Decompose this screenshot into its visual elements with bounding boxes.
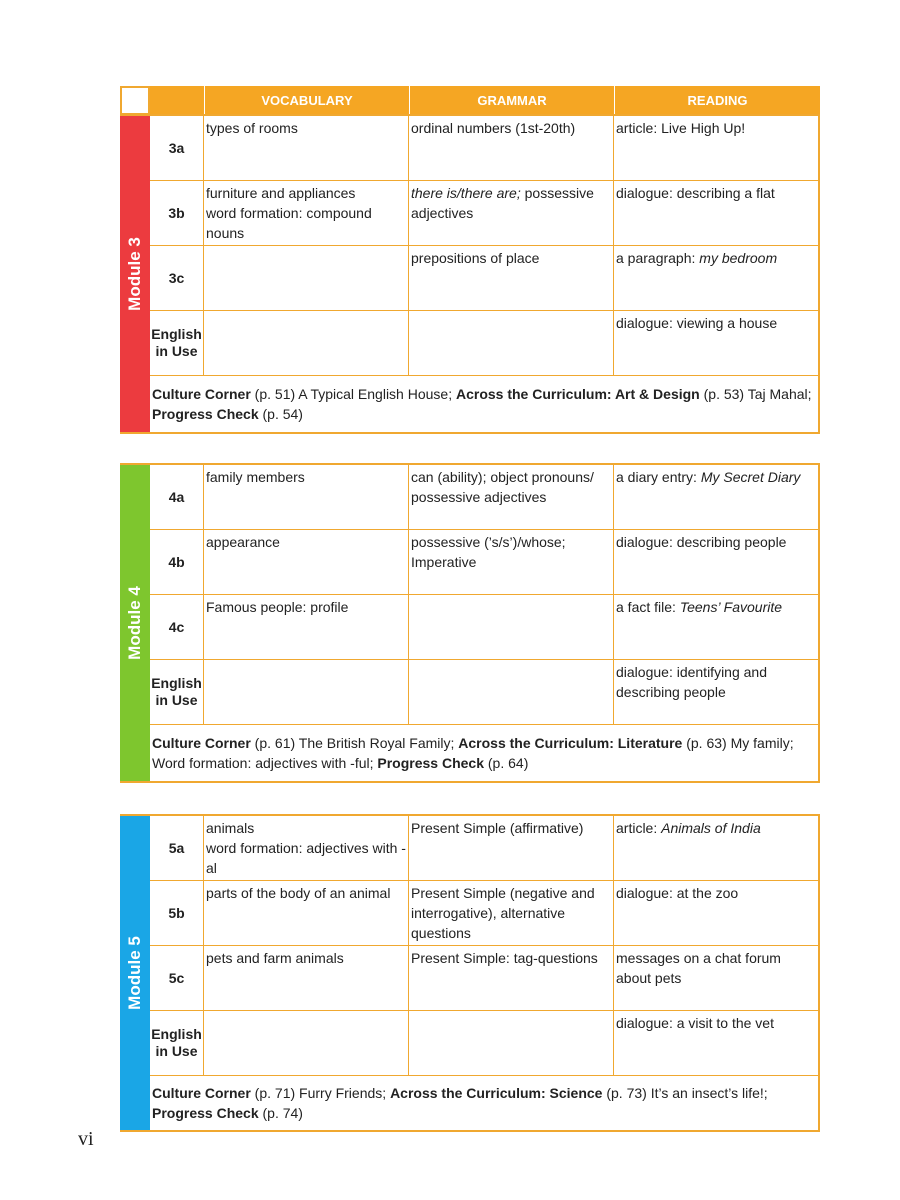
module-title: Module 4 — [125, 586, 144, 660]
module-title: Module 5 — [125, 936, 144, 1010]
grammar-cell: can (ability); object pronouns/ possessive adjectives — [409, 465, 614, 529]
table-row — [150, 465, 819, 530]
module-footer — [150, 1076, 819, 1130]
grammar-cell: Present Simple (affirmative) — [409, 816, 614, 880]
page-number: vi — [78, 1128, 94, 1150]
vocabulary-cell — [204, 246, 409, 310]
reading-cell: article: Animals of India — [616, 820, 761, 836]
table-row — [150, 946, 819, 1011]
vocabulary-cell: furniture and appliances word formation: compound nouns — [204, 181, 409, 245]
lesson-label: 3b — [150, 181, 204, 245]
module-content — [150, 116, 819, 432]
footer-text: Culture Corner (p. 71) Furry Friends; Across the Curriculum: Science (p. 73) It’s an insect’s life!; Progress Check (p. 74) — [152, 1085, 768, 1121]
module-5-table — [120, 814, 820, 1132]
vocabulary-cell: family members — [204, 465, 409, 529]
reading-cell: a fact file: Teens’ Favourite — [616, 599, 783, 615]
vocabulary-cell: parts of the body of an animal — [204, 881, 409, 945]
header-vocabulary: VOCABULARY — [204, 86, 409, 115]
header-lesson-cell — [150, 86, 204, 115]
header-grammar: GRAMMAR — [409, 86, 614, 115]
lesson-label: 5a — [150, 816, 204, 880]
lesson-label: 5c — [150, 946, 204, 1010]
grammar-cell: Present Simple (negative and interrogative), alternative questions — [409, 881, 614, 945]
lesson-label: 4c — [150, 595, 204, 659]
reading-cell: dialogue: describing a flat — [616, 185, 775, 201]
reading-cell: dialogue: describing people — [616, 534, 787, 550]
table-row — [150, 595, 819, 660]
grammar-cell — [409, 311, 614, 375]
module-sidebar — [120, 116, 150, 432]
module-footer — [150, 376, 819, 432]
module-footer — [150, 725, 819, 781]
module-title: Module 3 — [125, 237, 144, 311]
footer-text: Culture Corner (p. 61) The British Royal Family; Across the Curriculum: Literature (p. 63) My family; Word formation: adjectives with -ful; Progress Check (p. 64) — [152, 735, 794, 771]
vocabulary-cell — [204, 311, 409, 375]
vocabulary-cell — [204, 660, 409, 724]
module-sidebar — [120, 816, 150, 1130]
grammar-cell — [409, 660, 614, 724]
table-row — [150, 881, 819, 946]
footer-text: Culture Corner (p. 51) A Typical English House; Across the Curriculum: Art & Design (p. 53) Taj Mahal; Progress Check (p. 54) — [152, 386, 812, 422]
grammar-cell: possessive (’s/s’)/whose; Imperative — [409, 530, 614, 594]
lesson-label: English in Use — [150, 660, 204, 724]
module-sidebar — [120, 465, 150, 781]
reading-cell: article: Live High Up! — [616, 120, 746, 136]
table-row — [150, 116, 819, 181]
grammar-cell: there is/there are; possessive adjectives — [409, 181, 614, 245]
lesson-label: 5b — [150, 881, 204, 945]
lesson-label: 4a — [150, 465, 204, 529]
vocabulary-cell: types of rooms — [204, 116, 409, 180]
reading-cell: dialogue: viewing a house — [616, 315, 778, 331]
reading-cell: a diary entry: My Secret Diary — [616, 469, 801, 485]
grammar-cell: Present Simple: tag-questions — [409, 946, 614, 1010]
table-row — [150, 816, 819, 881]
lesson-label: 3a — [150, 116, 204, 180]
lesson-label: 4b — [150, 530, 204, 594]
module-4-table — [120, 463, 820, 783]
vocabulary-cell — [204, 1011, 409, 1075]
module-content — [150, 465, 819, 781]
vocabulary-cell: pets and farm animals — [204, 946, 409, 1010]
table-header — [120, 86, 820, 115]
header-reading: READING — [614, 86, 820, 115]
header-blank-cell — [120, 86, 150, 115]
vocabulary-cell: animals word formation: adjectives with -al — [204, 816, 409, 880]
reading-cell: dialogue: a visit to the vet — [616, 1015, 774, 1031]
table-row — [150, 1011, 819, 1076]
table-row — [150, 311, 819, 376]
lesson-label: English in Use — [150, 1011, 204, 1075]
module-content — [150, 816, 819, 1130]
reading-cell: a paragraph: my bedroom — [616, 250, 778, 266]
table-row — [150, 246, 819, 311]
table-row — [150, 660, 819, 725]
vocabulary-cell: appearance — [204, 530, 409, 594]
grammar-cell: ordinal numbers (1st-20th) — [409, 116, 614, 180]
table-row — [150, 181, 819, 246]
reading-cell: dialogue: at the zoo — [616, 885, 739, 901]
table-row — [150, 530, 819, 595]
grammar-cell: prepositions of place — [409, 246, 614, 310]
reading-cell: messages on a chat forum about pets — [616, 950, 781, 986]
grammar-cell — [409, 1011, 614, 1075]
reading-cell: dialogue: identifying and describing people — [616, 664, 768, 700]
lesson-label: English in Use — [150, 311, 204, 375]
grammar-cell — [409, 595, 614, 659]
lesson-label: 3c — [150, 246, 204, 310]
module-3-table — [120, 114, 820, 434]
vocabulary-cell: Famous people: profile — [204, 595, 409, 659]
